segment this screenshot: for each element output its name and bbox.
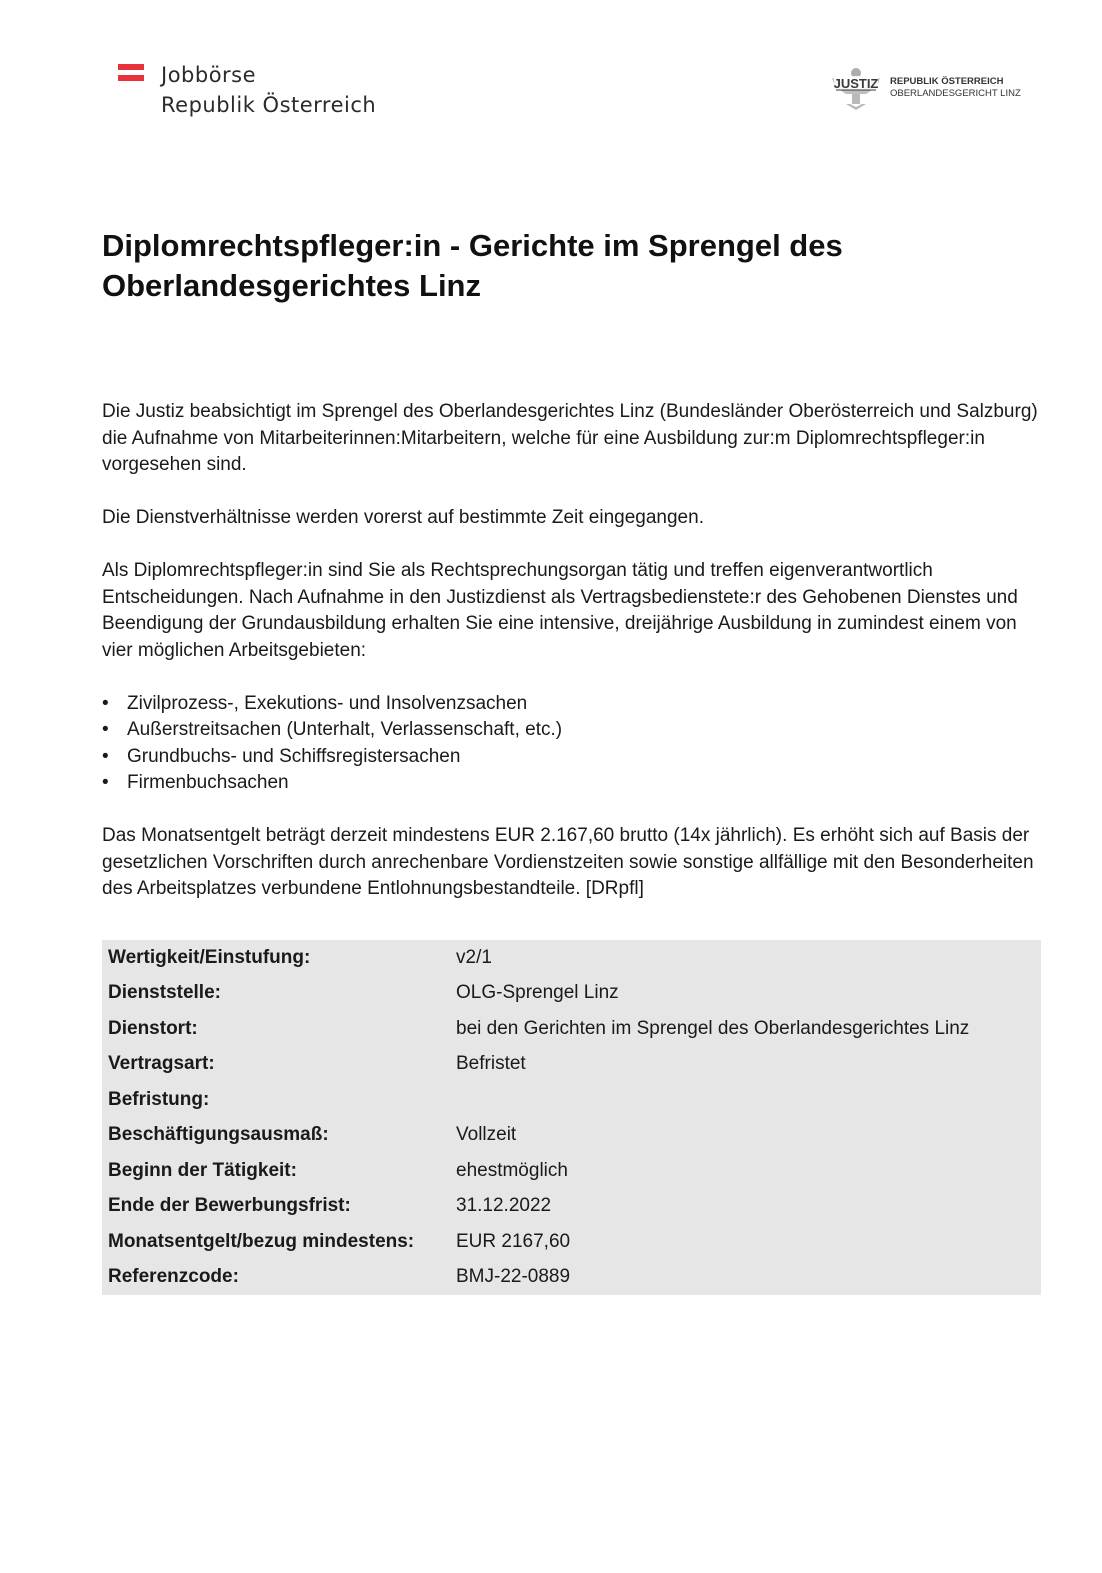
brand-line-2: Republik Österreich	[161, 93, 377, 117]
jobboerse-logo	[118, 60, 376, 120]
austrian-flag-icon	[118, 64, 144, 82]
justiz-eagle-icon	[828, 64, 884, 112]
table-row	[102, 1189, 1041, 1225]
detail-value: OLG-Sprengel Linz	[456, 982, 619, 1004]
table-row	[102, 1082, 1041, 1118]
list-item: • Zivilprozess-, Exekutions- und Insolvenzsachen	[102, 691, 1047, 718]
intro-paragraph: Die Justiz beabsichtigt im Sprengel des Oberlandesgerichtes Linz (Bundesländer Oberösterreich und Salzburg) die Aufnahme von Mitarbeiterinnen:Mitarbeitern, welche für eine Ausbildung zur:m Diplomrechtspfleger:in vorgesehen sind.	[102, 401, 1038, 475]
contract-paragraph: Die Dienstverhältnisse werden vorerst auf bestimmte Zeit eingegangen.	[102, 507, 704, 528]
detail-label: Wertigkeit/Einstufung:	[108, 946, 311, 968]
detail-label: Dienstort:	[108, 1017, 198, 1039]
role-paragraph: Als Diplomrechtspfleger:in sind Sie als Rechtsprechungsorgan tätig und treffen eigenverantwortlich Entscheidungen. Nach Aufnahme in den Justizdienst als Vertragsbedienstete:r des Gehobenen Dienstes und Beendigung der Grundausbildung erhalten Sie eine intensive, dreijährige Ausbildung in zumindest einem von vier möglichen Arbeitsgebieten:	[102, 560, 1018, 661]
detail-value: Vollzeit	[456, 1124, 517, 1146]
job-title: Diplomrechtspfleger:in - Gerichte im Sprengel des Oberlandesgerichtes Linz	[102, 228, 843, 303]
detail-label: Beschäftigungsausmaß:	[108, 1124, 329, 1146]
detail-label: Ende der Bewerbungsfrist:	[108, 1195, 351, 1217]
detail-label: Monatsentgelt/bezug mindestens:	[108, 1230, 415, 1252]
detail-value: EUR 2167,60	[456, 1230, 571, 1252]
job-description	[102, 399, 1047, 929]
job-details-table	[102, 940, 1041, 1295]
court-line-1: REPUBLIK ÖSTERREICH	[890, 76, 1004, 87]
work-areas-list	[102, 691, 1047, 797]
brand-line-1: Jobbörse	[161, 63, 257, 87]
court-line-2: OBERLANDESGERICHT LINZ	[890, 88, 1021, 99]
table-row	[102, 940, 1041, 976]
detail-value: ehestmöglich	[456, 1159, 568, 1181]
court-name	[890, 76, 1021, 100]
detail-value: Befristet	[456, 1053, 526, 1075]
detail-label: Dienststelle:	[108, 982, 221, 1004]
salary-paragraph: Das Monatsentgelt beträgt derzeit mindestens EUR 2.167,60 brutto (14x jährlich). Es erhöht sich auf Basis der gesetzlichen Vorschriften durch anrechenbare Vordienstzeiten sowie sonstige allfällige mit den Besonderheiten des Arbeitsplatzes verbundene Entlohnungsbestandteile. [DRpfl]	[102, 825, 1034, 899]
table-row	[102, 1153, 1041, 1189]
table-row	[102, 1118, 1041, 1154]
detail-label: Vertragsart:	[108, 1053, 215, 1075]
table-row	[102, 1011, 1041, 1047]
table-row	[102, 1047, 1041, 1083]
brand-text	[161, 60, 376, 120]
list-item: • Grundbuchs- und Schiffsregistersachen	[102, 744, 1047, 771]
table-row	[102, 1260, 1041, 1296]
detail-label: Beginn der Tätigkeit:	[108, 1159, 297, 1181]
detail-label: Befristung:	[108, 1088, 210, 1110]
detail-label: Referenzcode:	[108, 1266, 239, 1288]
court-logo	[828, 64, 1021, 112]
detail-value: v2/1	[456, 946, 492, 968]
list-item: • Firmenbuchsachen	[102, 770, 1047, 797]
list-item: • Außerstreitsachen (Unterhalt, Verlassenschaft, etc.)	[102, 717, 1047, 744]
detail-value: 31.12.2022	[456, 1195, 552, 1217]
table-row	[102, 976, 1041, 1012]
table-row	[102, 1224, 1041, 1260]
detail-value: bei den Gerichten im Sprengel des Oberlandesgerichtes Linz	[456, 1017, 970, 1039]
detail-value: BMJ-22-0889	[456, 1266, 571, 1288]
justiz-text: JUSTIZ	[833, 76, 879, 91]
detail-value	[450, 1082, 1041, 1118]
